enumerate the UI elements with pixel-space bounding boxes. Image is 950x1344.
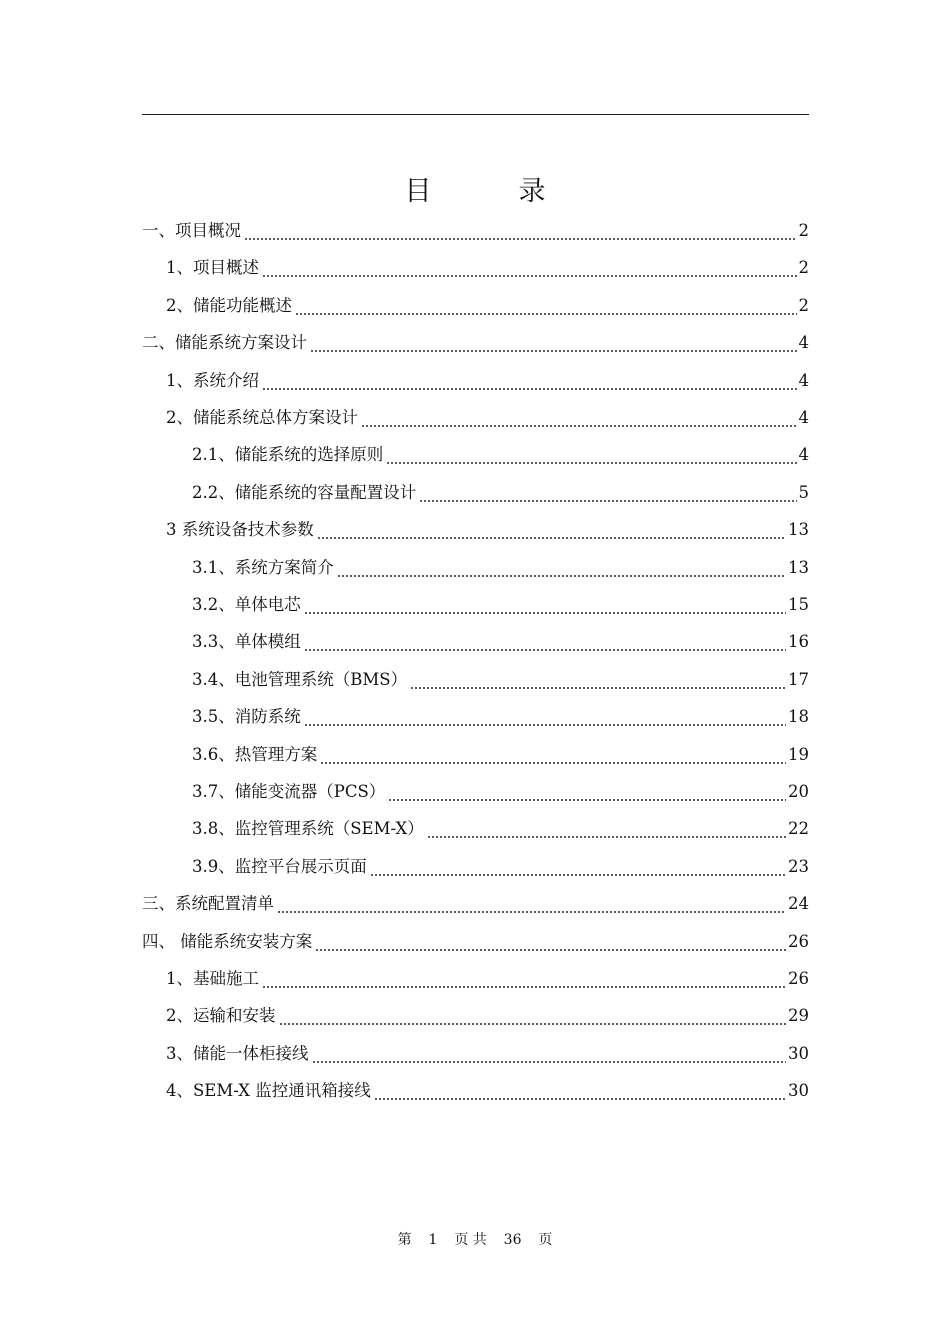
- toc-entry-label: 3.3、单体模组: [192, 632, 301, 652]
- toc-leader-dots: [337, 557, 786, 579]
- toc-entry-page: 26: [788, 931, 809, 951]
- toc-entry-page: 13: [788, 520, 809, 540]
- toc-entry-label: 3 系统设备技术参数: [166, 520, 314, 540]
- toc-entry-page: 30: [788, 1043, 809, 1063]
- toc-leader-dots: [419, 482, 796, 504]
- toc-leader-dots: [386, 444, 796, 466]
- toc-entry-label: 二、储能系统方案设计: [142, 333, 307, 353]
- toc-leader-dots: [295, 295, 797, 317]
- toc-entry-page: 15: [788, 595, 809, 614]
- toc-leader-dots: [427, 818, 786, 840]
- toc-entry[interactable]: [142, 218, 809, 242]
- toc-entry-page: 26: [788, 969, 809, 988]
- toc-entry-page: 4: [798, 333, 809, 353]
- toc-entry-label: 1、系统介绍: [166, 370, 259, 390]
- toc-entry[interactable]: [166, 255, 809, 279]
- toc-leader-dots: [320, 744, 786, 766]
- page-footer: [0, 1231, 950, 1249]
- toc-leader-dots: [262, 370, 797, 392]
- toc-entry-page: 30: [788, 1081, 809, 1101]
- footer-total-pages: 36: [503, 1232, 522, 1248]
- toc-leader-dots: [361, 407, 797, 429]
- toc-entry[interactable]: [166, 1003, 809, 1027]
- toc-leader-dots: [244, 220, 797, 242]
- toc-leader-dots: [262, 257, 797, 279]
- toc-entry-label: 1、基础施工: [166, 969, 259, 988]
- toc-entry[interactable]: [192, 555, 809, 579]
- toc-entry-label: 三、系统配置清单: [142, 894, 274, 914]
- toc-leader-dots: [262, 968, 786, 990]
- toc-entry-page: 5: [798, 482, 809, 502]
- toc-leader-dots: [388, 781, 786, 803]
- footer-current-page: 1: [428, 1232, 438, 1248]
- toc-entry[interactable]: [192, 779, 809, 803]
- toc-leader-dots: [312, 1043, 787, 1065]
- toc-leader-dots: [317, 519, 786, 541]
- toc-entry-label: 3.1、系统方案简介: [192, 557, 334, 577]
- toc-entry-label: 2.1、储能系统的选择原则: [192, 445, 384, 465]
- toc-leader-dots: [310, 332, 797, 354]
- toc-leader-dots: [315, 931, 786, 953]
- toc-entry-label: 3.7、储能变流器（PCS）: [192, 782, 386, 801]
- toc-entry[interactable]: [166, 368, 809, 392]
- footer-prefix: 第: [397, 1232, 412, 1248]
- toc-entry-page: 18: [788, 707, 809, 727]
- toc-entry[interactable]: [192, 667, 809, 691]
- toc-entry[interactable]: [192, 704, 809, 728]
- toc-entry[interactable]: [192, 742, 809, 766]
- footer-middle: 页 共: [454, 1232, 487, 1248]
- toc-entry[interactable]: [166, 1078, 809, 1102]
- toc-entry[interactable]: [142, 891, 809, 915]
- toc-entry-page: 22: [788, 819, 809, 839]
- toc-entry-page: 13: [788, 557, 809, 577]
- toc-entry-page: 2: [798, 221, 809, 240]
- toc-entry-label: 2、储能系统总体方案设计: [166, 408, 358, 427]
- toc-entry-page: 4: [798, 445, 809, 465]
- toc-entry[interactable]: [166, 405, 809, 429]
- toc-entry-label: 3.8、监控管理系统（SEM-X）: [192, 819, 424, 839]
- toc-entry-page: 17: [788, 669, 809, 689]
- toc-entry-page: 4: [798, 408, 809, 427]
- toc-entry-label: 1、项目概述: [166, 258, 259, 278]
- toc-entry-page: 2: [798, 295, 809, 315]
- toc-entry[interactable]: [166, 293, 809, 317]
- toc-entry-label: 2、运输和安装: [166, 1006, 276, 1026]
- toc-entry-page: 16: [788, 632, 809, 652]
- toc-entry-label: 3.4、电池管理系统（BMS）: [192, 669, 408, 689]
- toc-entry-label: 四、 储能系统安装方案: [142, 931, 313, 951]
- toc-entry-page: 4: [798, 370, 809, 390]
- toc-entry[interactable]: [192, 480, 809, 504]
- toc-entry-label: 4、SEM-X 监控通讯箱接线: [166, 1081, 371, 1101]
- toc-entry-label: 一、项目概况: [142, 221, 241, 240]
- footer-suffix: 页: [538, 1232, 553, 1248]
- toc-entry-label: 3、储能一体柜接线: [166, 1043, 309, 1063]
- toc-entry[interactable]: [142, 929, 809, 953]
- toc-entry-page: 2: [798, 258, 809, 278]
- header-rule: [142, 114, 809, 115]
- toc-entry[interactable]: [166, 966, 809, 990]
- toc-entry-page: 23: [788, 856, 809, 876]
- toc-entry-page: 29: [788, 1006, 809, 1026]
- toc-entry-label: 2、储能功能概述: [166, 295, 292, 315]
- toc-leader-dots: [410, 669, 786, 691]
- toc-entry-label: 3.5、消防系统: [192, 707, 301, 727]
- toc-entry[interactable]: [192, 816, 809, 840]
- toc-leader-dots: [304, 631, 786, 653]
- toc-leader-dots: [370, 856, 786, 878]
- toc-entry[interactable]: [192, 442, 809, 466]
- toc-entry-page: 20: [788, 782, 809, 801]
- toc-entry[interactable]: [166, 1041, 809, 1065]
- toc-entry-label: 3.9、监控平台展示页面: [192, 856, 367, 876]
- toc-entry-label: 3.6、热管理方案: [192, 744, 318, 764]
- toc-entry[interactable]: [166, 517, 809, 541]
- toc-entry[interactable]: [192, 854, 809, 878]
- toc-entry-label: 2.2、储能系统的容量配置设计: [192, 482, 417, 502]
- toc-entry[interactable]: [192, 592, 809, 616]
- toc-title: 目 录: [404, 176, 576, 207]
- toc-entry-label: 3.2、单体电芯: [192, 595, 301, 614]
- toc-entry[interactable]: [192, 629, 809, 653]
- toc-leader-dots: [304, 594, 786, 616]
- toc-leader-dots: [304, 706, 786, 728]
- toc-leader-dots: [279, 1005, 787, 1027]
- toc-entry-page: 24: [788, 894, 809, 914]
- toc-entry[interactable]: [142, 330, 809, 354]
- toc-entry-page: 19: [788, 744, 809, 764]
- toc-leader-dots: [374, 1080, 786, 1102]
- toc-leader-dots: [277, 893, 786, 915]
